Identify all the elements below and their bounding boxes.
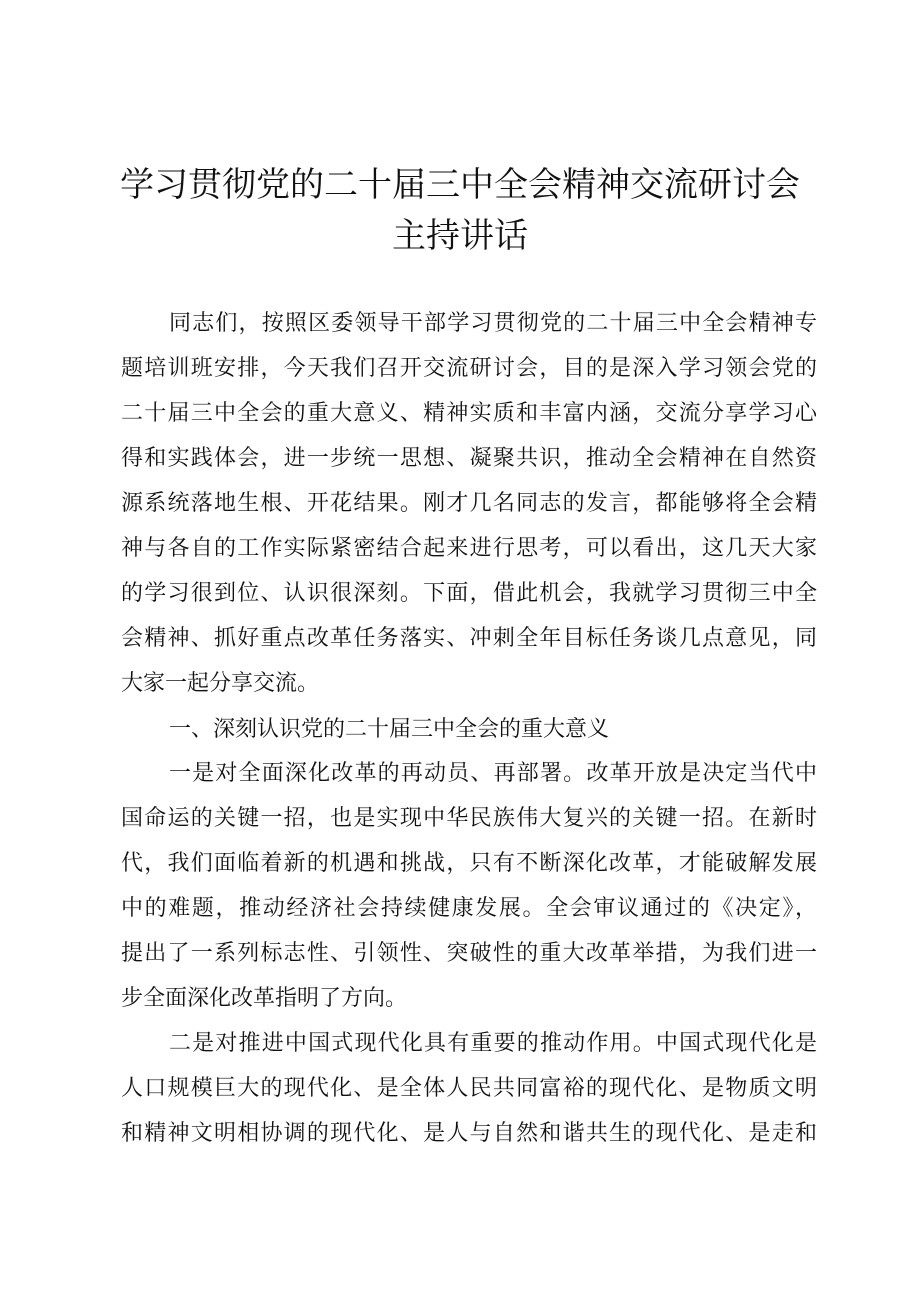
document-title-line-1: 学习贯彻党的二十届三中全会精神交流研讨会 — [120, 165, 800, 205]
paragraph-line: 神与各自的工作实际紧密结合起来进行思考，可以看出，这几天大家 — [121, 536, 817, 561]
paragraph-line: 二是对推进中国式现代化具有重要的推动作用。中国式现代化是 — [169, 1031, 817, 1056]
paragraph-line: 同志们，按照区委领导干部学习贯彻党的二十届三中全会精神专 — [169, 311, 817, 336]
section-heading: 一、深刻认识党的二十届三中全会的重大意义 — [169, 717, 610, 742]
paragraph-line: 的学习很到位、认识很深刻。下面，借此机会，我就学习贯彻三中全 — [121, 581, 817, 606]
paragraph-line: 源系统落地生根、开花结果。刚才几名同志的发言，都能够将全会精 — [121, 491, 817, 516]
paragraph-line: 中的难题，推动经济社会持续健康发展。全会审议通过的《决定》， — [121, 896, 817, 921]
paragraph-line: 人口规模巨大的现代化、是全体人民共同富裕的现代化、是物质文明 — [121, 1076, 817, 1101]
paragraph-line: 会精神、抓好重点改革任务落实、冲刺全年目标任务谈几点意见，同 — [121, 626, 817, 651]
paragraph-line: 一是对全面深化改革的再动员、再部署。改革开放是决定当代中 — [169, 761, 817, 786]
paragraph-line: 和精神文明相协调的现代化、是人与自然和谐共生的现代化、是走和 — [121, 1121, 817, 1146]
paragraph-line: 得和实践体会，进一步统一思想、凝聚共识，推动全会精神在自然资 — [121, 446, 817, 471]
paragraph-line: 题培训班安排，今天我们召开交流研讨会，目的是深入学习领会党的 — [121, 356, 817, 381]
paragraph-line: 提出了一系列标志性、引领性、突破性的重大改革举措，为我们进一 — [121, 941, 817, 966]
paragraph-line: 大家一起分享交流。 — [121, 671, 320, 696]
paragraph-line: 步全面深化改革指明了方向。 — [121, 986, 408, 1011]
paragraph-line: 代，我们面临着新的机遇和挑战，只有不断深化改革，才能破解发展 — [121, 851, 817, 876]
paragraph-line: 国命运的关键一招，也是实现中华民族伟大复兴的关键一招。在新时 — [121, 806, 817, 831]
document-title-line-2: 主持讲话 — [392, 216, 528, 256]
paragraph-line: 二十届三中全会的重大意义、精神实质和丰富内涵，交流分享学习心 — [121, 401, 817, 426]
